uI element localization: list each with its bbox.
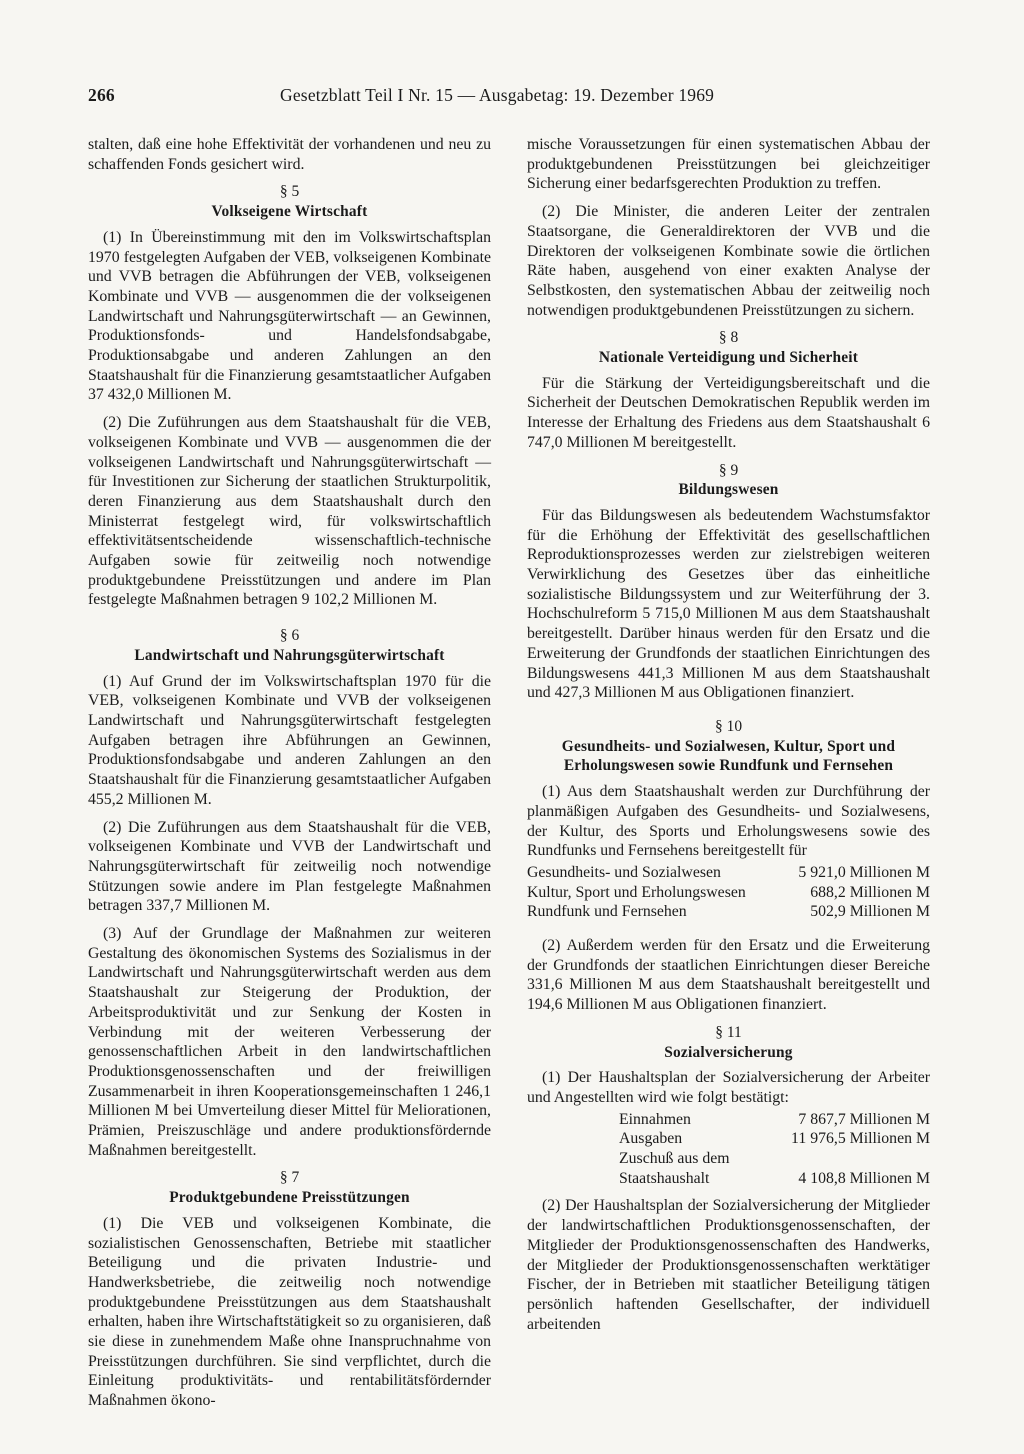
section-6-paragraph-3: (3) Auf der Grundlage der Maßnahmen zur weiteren Gestaltung des ökonomischen Systems des Sozialismus in der Landwirtschaft und Nahrungsgüterwirtschaft werden aus dem Staatshaushalt zur Steigerung der Produktion, der Arbeitsproduktivität und zur Senkung der Kosten in Verbindung mit der weiteren Verbesserung der genossenschaftlichen Arbeit in den landwirtschaftlichen Produktionsgenossenschaften und der freiwilligen Zusammenarbeit in ihren Kooperationsgemeinschaften 1 246,1 Millionen M bei Umverteilung dieser Mittel für Meliorationen, Prämien, Preiszuschläge und andere produktionsfördernde Maßnahmen bereitgestellt. xyxy=(88,925,491,1159)
section-10-paragraph-2: (2) Außerdem werden für den Ersatz und die Erweiterung der Grundfonds der staatlichen Einrichtungen dieser Bereiche 331,6 Millionen M aus dem Staatshaushalt bereitgestellt und 194,6 Millionen M aus Obligationen finanziert. xyxy=(527,937,930,1014)
section-5-paragraph-2: (2) Die Zuführungen aus dem Staatshaushalt für die VEB, volkseigenen Kombinate und VVB — ausgenommen die der volkseigenen Landwirtschaft und Nahrungsgüterwirtschaft — für Investitionen zur Sicherung der staatlichen Strukturpolitik, deren Finanzierung aus dem Staatshaushalt durch den Ministerrat festgelegt wird, für volkswirtschaftlich effektivitätsentscheidende wissenschaftlich-technische Aufgaben sowie für zeitweilig noch notwendige produktgebundene Preisstützungen und andere im Plan festgelegte Maßnahmen betragen 9 102,2 Millionen M. xyxy=(88,414,491,609)
section-5-title: Volkseigene Wirtschaft xyxy=(211,203,368,221)
section-8-number: § 8 xyxy=(718,329,739,347)
table-row xyxy=(527,902,930,922)
section-5-number: § 5 xyxy=(279,183,300,201)
section-10-paragraph-1: (1) Aus dem Staatshaushalt werden zur Durchführung der planmäßigen Aufgaben des Gesundheits- und Sozialwesens, der Kultur, des Sports und Erholungswesens sowie des Rundfunks und Fernsehens bereitgestellt für xyxy=(527,783,930,860)
section-6-number: § 6 xyxy=(279,627,300,645)
table-row-value: 5 921,0 Millionen M xyxy=(798,863,930,881)
left-column xyxy=(88,135,491,1419)
section-6-paragraph-1: (1) Auf Grund der im Volkswirtschaftsplan 1970 für die VEB, volkseigenen Kombinate und VVB der volkseigenen Landwirtschaft und Nahrungsgüterwirtschaft festgelegten Aufgaben betragen ihre Abführungen an Gewinnen, Produktionsfondsabgabe und anderen Zahlungen an den Staatshaushalt für die Finanzierung gesamtstaatlicher Aufgaben 455,2 Millionen M. xyxy=(88,672,491,808)
section-6-title: Landwirtschaft und Nahrungsgüterwirtschaft xyxy=(134,646,445,664)
table-row-label: Gesundheits- und Sozialwesen xyxy=(527,863,721,881)
section-7-number: § 7 xyxy=(279,1169,300,1187)
section-5-paragraph-1: (1) In Übereinstimmung mit den im Volkswirtschaftsplan 1970 festgelegten Aufgaben der VEB, volkseigenen Kombinate und VVB betragen die Abführungen der VEB, volkseigenen Kombinate und VVB — ausgenommen die der volkseigenen Landwirtschaft und Nahrungsgüterwirtschaft — an Gewinnen, Produktionsfonds- und Handelsfondsabgabe, Produktionsabgabe und anderen Zahlungen an den Staatshaushalt für die Finanzierung gesamtstaatlicher Aufgaben 37 432,0 Millionen M. xyxy=(88,228,491,404)
table-row-value: 11 976,5 Millionen M xyxy=(791,1130,930,1148)
table-row xyxy=(619,1149,930,1188)
table-row xyxy=(527,863,930,883)
section-7-paragraph-2: (2) Die Minister, die anderen Leiter der zentralen Staatsorgane, die Generaldirektoren der VVB und die Direktoren der volkseigenen Kombinate sowie die örtlichen Räte haben, ausgehend von einer exakten Analyse der Selbstkosten, den systematischen Abbau der zeitweilig noch notwendigen produktgebundenen Preisstützungen zu sichern. xyxy=(527,203,930,319)
section-10-title-line-2: Erholungswesen sowie Rundfunk und Fernsehen xyxy=(563,757,894,775)
section-10-allocation-table xyxy=(527,863,930,922)
section-8-title: Nationale Verteidigung und Sicherheit xyxy=(598,349,859,367)
table-row-label: Kultur, Sport und Erholungswesen xyxy=(527,883,746,901)
table-row xyxy=(619,1129,930,1149)
section-9-number: § 9 xyxy=(718,461,739,479)
section-10-number: § 10 xyxy=(714,717,743,735)
section-11-paragraph-1: (1) Der Haushaltsplan der Sozialversicherung der Arbeiter und Angestellten wird wie folgt bestätigt: xyxy=(527,1069,930,1106)
section-9-title: Bildungswesen xyxy=(678,481,779,499)
table-row-label: Ausgaben xyxy=(619,1130,683,1148)
section-8-paragraph-1: Für die Stärkung der Verteidigungsbereitschaft und die Sicherheit der Deutschen Demokratischen Republik werden im Interesse der Erhaltung des Friedens aus dem Staatshaushalt 6 747,0 Millionen M bereitgestellt. xyxy=(527,374,930,451)
table-row xyxy=(619,1110,930,1130)
table-row xyxy=(527,883,930,903)
table-row-value: 688,2 Millionen M xyxy=(810,883,930,901)
section-11-paragraph-2: (2) Der Haushaltsplan der Sozialversicherung der Mitglieder der landwirtschaftlichen Produktionsgenossenschaften, der Mitglieder der Produktionsgenossenschaften des Handwerks, der Mitglieder der Produktionsgenossenschaften werktätiger Fischer, der in Betrieben mit staatlicher Beteiligung tätigen persönlich haftenden Gesellschafter, der individuell arbeitenden xyxy=(527,1197,930,1333)
table-row-value: 502,9 Millionen M xyxy=(810,903,930,921)
section-11-title: Sozialversicherung xyxy=(664,1043,793,1061)
table-row-label: Rundfunk und Fernsehen xyxy=(527,903,687,921)
table-row-label: Zuschuß aus dem Staatshaushalt xyxy=(619,1150,730,1187)
section-11-number: § 11 xyxy=(715,1023,742,1041)
header-title: Gesetzblatt Teil I Nr. 15 — Ausgabetag: 19. Dezember 1969 xyxy=(280,85,715,105)
table-row-value: 4 108,8 Millionen M xyxy=(798,1169,930,1187)
continuation-paragraph: stalten, daß eine hohe Effektivität der vorhandenen und neu zu schaffenden Fonds gesichert wird. xyxy=(88,136,491,173)
section-7-continuation: mische Voraussetzungen für einen systematischen Abbau der produktgebundenen Preisstützungen bei gleichzeitiger Sicherung einer bedarfsgerechten Produktion zu treffen. xyxy=(527,136,930,193)
section-10-title-line-1: Gesundheits- und Sozialwesen, Kultur, Sport und xyxy=(561,737,896,755)
table-row-label: Einnahmen xyxy=(619,1110,691,1128)
section-6-paragraph-2: (2) Die Zuführungen aus dem Staatshaushalt für die VEB, volkseigenen Kombinate und VVB der Landwirtschaft und Nahrungsgüterwirtschaft für zeitweilig noch notwendige Stützungen sowie andere im Plan festgelegte Maßnahmen betragen 337,7 Millionen M. xyxy=(88,818,491,915)
section-7-paragraph-1: (1) Die VEB und volkseigenen Kombinate, die sozialistischen Genossenschaften, Betriebe mit staatlicher Beteiligung und die privaten Industrie- und Handwerksbetriebe, die zeitweilig noch notwendige produktgebundene Preisstützungen aus dem Staatshaushalt erhalten, haben ihre Wirtschaftstätigkeit so zu organisieren, daß sie diese in zunehmendem Maße ohne Inanspruchnahme von Preisstützungen durchführen. Sie sind verpflichtet, durch die Einleitung produktivitäts- und rentabilitätsfördernder Maßnahmen ökono- xyxy=(88,1214,491,1410)
page-header xyxy=(88,82,930,108)
section-7-title: Produktgebundene Preisstützungen xyxy=(169,1189,410,1207)
right-column xyxy=(527,135,930,1342)
section-9-paragraph-1: Für das Bildungswesen als bedeutendem Wachstumsfaktor für die Erhöhung der Effektivität des gesellschaftlichen Reproduktionsprozesses werden zur zielstrebigen weiteren Verwirklichung des Gesetzes über das einheitliche sozialistische Bildungssystem und zur Weiterführung der 3. Hochschulreform 5 715,0 Millionen M aus dem Staatshaushalt bereitgestellt. Darüber hinaus werden für den Ersatz und die Erweiterung der Grundfonds der staatlichen Einrichtungen des Bildungswesens 441,3 Millionen M aus dem Staatshaushalt und 427,3 Millionen M aus Obligationen finanziert. xyxy=(527,506,930,702)
section-11-budget-table xyxy=(619,1110,930,1189)
page-number: 266 xyxy=(88,85,115,105)
table-row-value: 7 867,7 Millionen M xyxy=(798,1110,930,1128)
